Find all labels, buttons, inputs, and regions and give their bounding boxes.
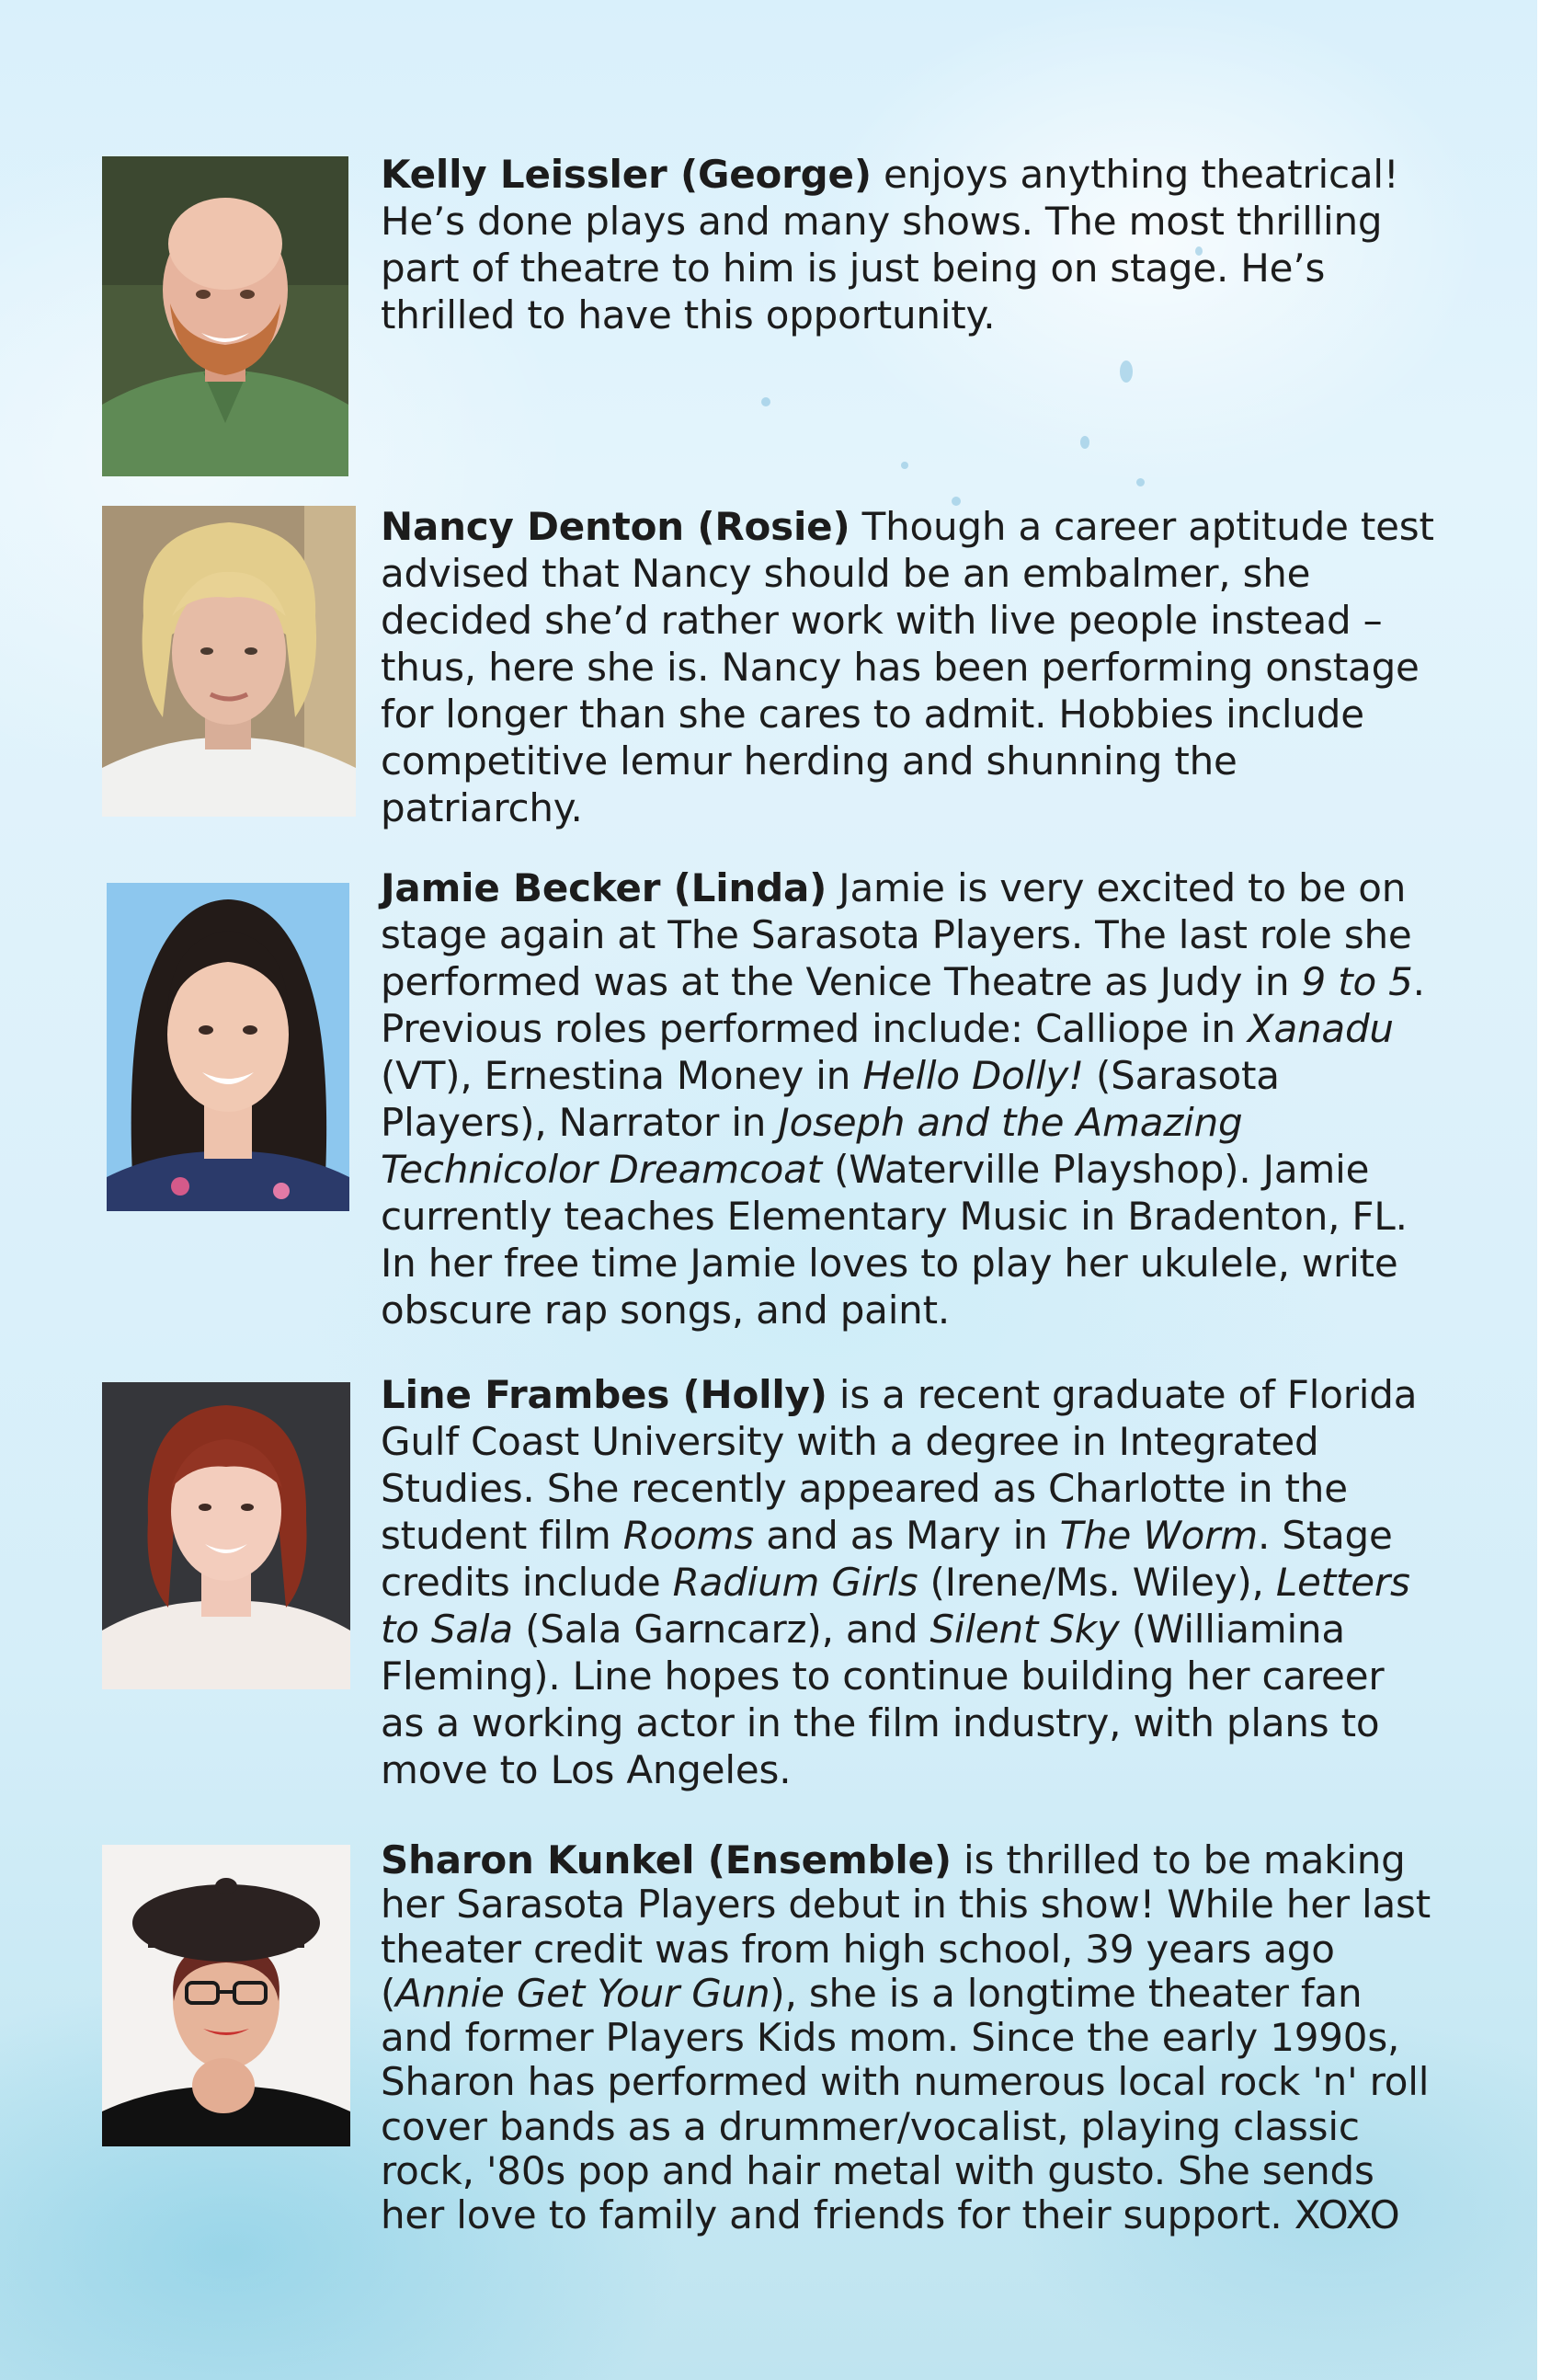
bio-segment: (Sala Garncarz), and bbox=[512, 1607, 930, 1652]
watercolor-speck bbox=[761, 397, 770, 406]
cast-name: Nancy Denton (Rosie) bbox=[381, 504, 850, 549]
bio-title: Rooms bbox=[622, 1513, 755, 1558]
bio-segment: and as Mary in bbox=[754, 1513, 1060, 1558]
bio-segment: Though a career aptitude test advised that Nancy should be an embalmer, she decided she’d rather work with live people instead – thus, here she is. Nancy has been performing onstage for longer than she cares to admit. Hobbies include competitive lemur herding and shunning the patriarchy. bbox=[381, 504, 1434, 830]
bio-segment: (Sarasota Players), Narrator in bbox=[381, 1053, 1280, 1145]
bio-segment: enjoys anything theatrical! He’s done plays and many shows. The most thrilling part of theatre to him is just being on stage. He’s thrilled to have this opportunity. bbox=[381, 152, 1399, 338]
bio-segment: (Irene/Ms. Wiley), bbox=[918, 1560, 1276, 1605]
headshot-nancy-denton bbox=[102, 506, 356, 817]
watercolor-speck bbox=[901, 462, 908, 469]
bio-segment: ), she is a longtime theater fan and former Players Kids mom. Since the early 1990s, Sharon has performed with numerous local rock 'n' roll cover bands as a drummer/vocalist, playing classic rock, '80s pop and hair metal with gusto. She sends her love to family and friends for their support. XOXO bbox=[381, 1970, 1430, 2238]
bio-segment: is thrilled to be making her Sarasota Players debut in this show! While her last theater credit was from high school, 39 years ago ( bbox=[381, 1837, 1431, 2016]
cast-name: Kelly Leissler (George) bbox=[381, 152, 872, 197]
cast-name: Sharon Kunkel (Ensemble) bbox=[381, 1837, 952, 1882]
bio-segment: (VT), Ernestina Money in bbox=[381, 1053, 863, 1098]
page-edge bbox=[1537, 0, 1551, 2380]
bio-text bbox=[381, 1838, 1438, 2238]
bio-title: The Worm bbox=[1059, 1513, 1258, 1558]
bio-title: Silent Sky bbox=[929, 1607, 1120, 1652]
bio-text bbox=[381, 1371, 1438, 1793]
bio-title: Letters to Sala bbox=[381, 1560, 1410, 1652]
watercolor-speck bbox=[1080, 436, 1089, 449]
headshot-kelly-leissler bbox=[102, 156, 348, 476]
bio-segment: (Williamina Fleming). Line hopes to continue building her career as a working actor in the film industry, with plans to move to Los Angeles. bbox=[381, 1607, 1385, 1792]
bio-segment: . Stage credits include bbox=[381, 1513, 1393, 1605]
cast-name: Jamie Becker (Linda) bbox=[381, 865, 827, 910]
bio-segment: . Previous roles performed include: Calliope in bbox=[381, 959, 1425, 1051]
headshot-jamie-becker bbox=[107, 883, 349, 1211]
cast-name: Line Frambes (Holly) bbox=[381, 1372, 827, 1417]
bio-title: 9 to 5 bbox=[1301, 959, 1413, 1004]
bio-title: Joseph and the Amazing Technicolor Dreamcoat bbox=[381, 1100, 1243, 1192]
bio-text bbox=[381, 503, 1438, 831]
bio-title: Radium Girls bbox=[672, 1560, 918, 1605]
bio-segment: (Waterville Playshop). Jamie currently teaches Elementary Music in Bradenton, FL. In her free time Jamie loves to play her ukulele, write obscure rap songs, and paint. bbox=[381, 1147, 1408, 1333]
bio-title: Annie Get Your Gun bbox=[395, 1970, 770, 2016]
bio-text bbox=[381, 864, 1438, 1333]
headshot-sharon-kunkel bbox=[102, 1845, 350, 2146]
headshot-line-frambes bbox=[102, 1382, 350, 1689]
bio-title: Xanadu bbox=[1247, 1006, 1394, 1051]
bio-text bbox=[381, 151, 1438, 338]
bio-title: Hello Dolly! bbox=[862, 1053, 1084, 1098]
watercolor-speck bbox=[1120, 360, 1133, 383]
bio-segment: is a recent graduate of Florida Gulf Coast University with a degree in Integrated Studies. She recently appeared as Charlotte in the student film bbox=[381, 1372, 1418, 1558]
bio-segment: Jamie is very excited to be on stage again at The Sarasota Players. The last role she performed was at the Venice Theatre as Judy in bbox=[381, 865, 1412, 1004]
watercolor-speck bbox=[1136, 478, 1145, 486]
